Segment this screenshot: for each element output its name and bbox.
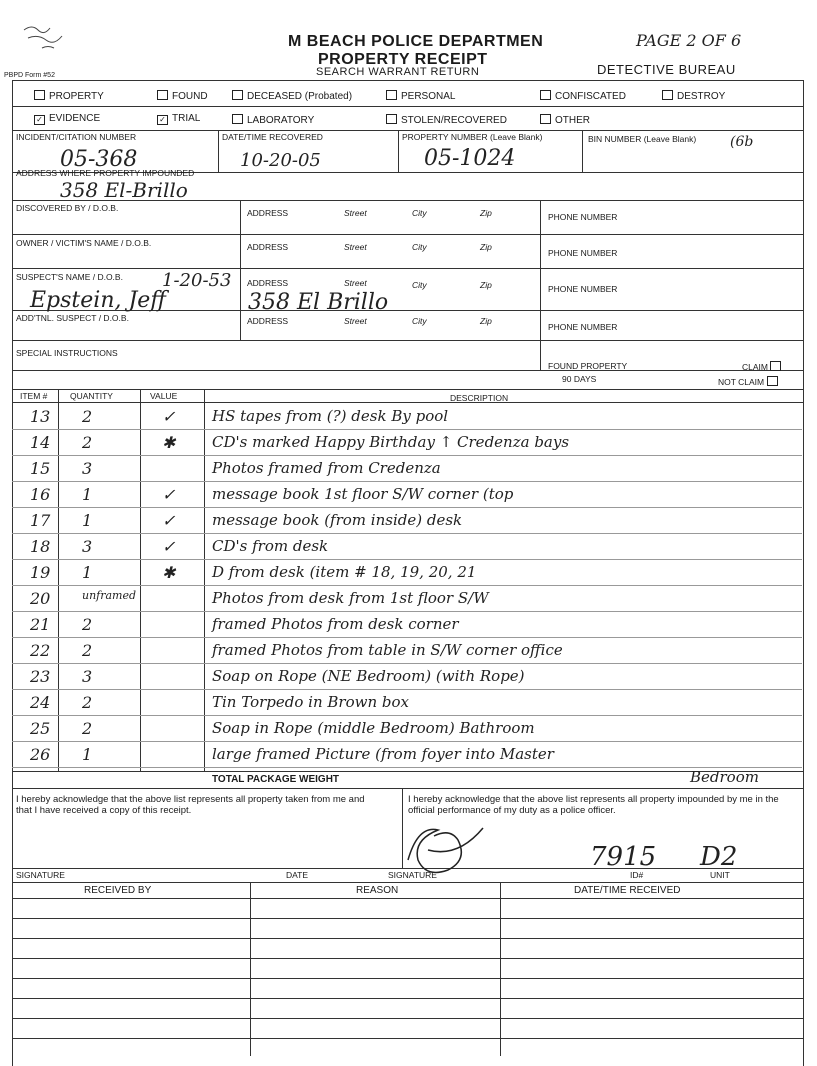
- table-cell-item: 23: [30, 667, 51, 686]
- zip-label: Zip: [480, 208, 492, 218]
- addl-suspect-label: ADD'TNL. SUSPECT / D.O.B.: [16, 313, 129, 323]
- table-row: [12, 690, 802, 710]
- officer-unit: D2: [700, 842, 738, 872]
- table-cell-description: Soap in Rope (middle Bedroom) Bathroom: [212, 719, 535, 737]
- checkbox-destroy[interactable]: DESTROY: [662, 90, 725, 102]
- address-col-label: ADDRESS: [247, 242, 289, 252]
- table-cell-value: ✱: [162, 433, 176, 452]
- address-col-label: ADDRESS: [247, 316, 289, 326]
- address-col-label: ADDRESS: [247, 278, 289, 288]
- table-row: [12, 586, 802, 606]
- phone-label: PHONE NUMBER: [548, 284, 618, 294]
- zip-label: Zip: [480, 316, 492, 326]
- table-cell-quantity: 3: [82, 537, 93, 556]
- scribble-top-left: [20, 16, 80, 56]
- table-cell-quantity: 2: [82, 641, 93, 660]
- date-label: DATE: [286, 870, 309, 880]
- table-cell-item: 16: [30, 485, 51, 504]
- table-cell-value: ✓: [162, 537, 176, 556]
- table-cell-quantity: 2: [82, 615, 93, 634]
- reason-label: REASON: [356, 885, 399, 896]
- table-cell-item: 20: [30, 589, 51, 608]
- unit-label: UNIT: [710, 870, 730, 880]
- table-row: [12, 612, 802, 632]
- table-row: [12, 482, 802, 502]
- datetime-recovered-value[interactable]: 10-20-05: [240, 150, 321, 171]
- ack-left: I hereby acknowledge that the above list represents all property taken from me and that I have received a copy of this receipt.: [16, 794, 365, 816]
- checkbox-personal[interactable]: PERSONAL: [386, 90, 455, 102]
- discovered-by-label: DISCOVERED BY / D.O.B.: [16, 203, 119, 213]
- not-claim-checkbox[interactable]: NOT CLAIM: [718, 376, 782, 387]
- bureau-label: DETECTIVE BUREAU: [597, 62, 736, 77]
- zip-label: Zip: [480, 280, 492, 290]
- table-cell-description: Photos framed from Credenza: [212, 459, 441, 477]
- table-cell-quantity: 2: [82, 433, 93, 452]
- col-description: DESCRIPTION: [450, 393, 509, 403]
- phone-label: PHONE NUMBER: [548, 248, 618, 258]
- table-row: [12, 638, 802, 658]
- table-cell-description: Tin Torpedo in Brown box: [212, 693, 409, 711]
- city-label: City: [412, 280, 427, 290]
- table-cell-value: ✱: [162, 563, 176, 582]
- table-cell-description: D from desk (item # 18, 19, 20, 21: [212, 563, 477, 581]
- table-cell-quantity: 2: [82, 407, 93, 426]
- table-cell-item: 15: [30, 459, 51, 478]
- total-note: Bedroom: [690, 768, 759, 786]
- checkbox-trial[interactable]: ✓ TRIAL: [157, 114, 200, 125]
- table-row: [12, 560, 802, 580]
- table-row: [12, 508, 802, 528]
- address-impounded-value[interactable]: 358 El-Brillo: [60, 178, 188, 202]
- bin-number-label: BIN NUMBER (Leave Blank): [588, 134, 697, 144]
- table-row: [12, 716, 802, 736]
- bin-number-value[interactable]: (6b: [730, 134, 754, 150]
- table-cell-item: 14: [30, 433, 51, 452]
- table-cell-quantity: 3: [82, 667, 93, 686]
- table-cell-item: 25: [30, 719, 51, 738]
- datetime-received-label: DATE/TIME RECEIVED: [574, 885, 681, 896]
- table-cell-description: HS tapes from (?) desk By pool: [212, 407, 449, 425]
- incident-number[interactable]: 05-368: [60, 147, 138, 172]
- table-cell-description: framed Photos from desk corner: [212, 615, 459, 633]
- street-label: Street: [344, 278, 367, 288]
- table-cell-item: 22: [30, 641, 51, 660]
- checkbox-deceased[interactable]: DECEASED (Probated): [232, 90, 352, 102]
- form-title: PROPERTY RECEIPT: [318, 51, 488, 68]
- table-cell-item: 26: [30, 745, 51, 764]
- checkbox-other[interactable]: OTHER: [540, 114, 590, 126]
- checkbox-confiscated[interactable]: CONFISCATED: [540, 90, 626, 102]
- table-cell-quantity: unframed: [82, 589, 137, 602]
- suspect-dob[interactable]: 1-20-53: [162, 270, 232, 291]
- table-cell-item: 17: [30, 511, 51, 530]
- table-row: [12, 742, 802, 762]
- owner-label: OWNER / VICTIM'S NAME / D.O.B.: [16, 238, 152, 248]
- table-cell-quantity: 2: [82, 693, 93, 712]
- claim-checkbox[interactable]: CLAIM: [742, 361, 785, 372]
- checkbox-property[interactable]: PROPERTY: [34, 90, 104, 102]
- city-label: City: [412, 208, 427, 218]
- suspect-address[interactable]: 358 El Brillo: [248, 290, 389, 315]
- form-number: PBPD Form #52: [4, 72, 55, 79]
- signature2-label: SIGNATURE: [388, 870, 437, 880]
- table-cell-description: large framed Picture (from foyer into Master: [212, 745, 554, 763]
- table-cell-quantity: 3: [82, 459, 93, 478]
- table-cell-description: framed Photos from table in S/W corner office: [212, 641, 563, 659]
- ack-right: I hereby acknowledge that the above list represents all property impounded by me in the official performance of my duty as a police officer.: [408, 794, 779, 816]
- officer-id: 7915: [590, 842, 657, 872]
- found-property-label: FOUND PROPERTY: [548, 361, 628, 371]
- table-row: [12, 404, 802, 424]
- zip-label: Zip: [480, 242, 492, 252]
- table-cell-item: 19: [30, 563, 51, 582]
- table-cell-description: Soap on Rope (NE Bedroom) (with Rope): [212, 667, 525, 685]
- col-value: VALUE: [150, 391, 178, 401]
- table-cell-description: message book 1st floor S/W corner (top: [212, 485, 514, 503]
- street-label: Street: [344, 316, 367, 326]
- street-label: Street: [344, 242, 367, 252]
- row-divider: [12, 767, 802, 768]
- total-weight-label: TOTAL PACKAGE WEIGHT: [212, 774, 340, 785]
- table-cell-value: ✓: [162, 407, 176, 426]
- phone-label: PHONE NUMBER: [548, 212, 618, 222]
- ninety-days-label: 90 DAYS: [562, 374, 597, 384]
- street-label: Street: [344, 208, 367, 218]
- table-cell-description: Photos from desk from 1st floor S/W: [212, 589, 489, 607]
- table-cell-quantity: 2: [82, 719, 93, 738]
- special-instructions-label: SPECIAL INSTRUCTIONS: [16, 348, 118, 358]
- table-row: [12, 534, 802, 554]
- table-cell-item: 18: [30, 537, 51, 556]
- form-subtitle: SEARCH WARRANT RETURN: [316, 66, 480, 78]
- suspect-label: SUSPECT'S NAME / D.O.B.: [16, 272, 123, 282]
- property-number-value[interactable]: 05-1024: [424, 146, 516, 171]
- table-row: [12, 430, 802, 450]
- checkbox-laboratory[interactable]: LABORATORY: [232, 114, 314, 126]
- table-row: [12, 456, 802, 476]
- suspect-name[interactable]: Epstein, Jeff: [30, 288, 166, 313]
- table-cell-value: ✓: [162, 511, 176, 530]
- received-by-label: RECEIVED BY: [84, 885, 152, 896]
- agency-name: M BEACH POLICE DEPARTMEN: [288, 33, 544, 50]
- officer-signature: [388, 820, 498, 878]
- table-cell-value: ✓: [162, 485, 176, 504]
- table-cell-description: message book (from inside) desk: [212, 511, 463, 529]
- table-cell-quantity: 1: [82, 511, 93, 530]
- checkbox-stolen[interactable]: STOLEN/RECOVERED: [386, 114, 507, 126]
- incident-label: INCIDENT/CITATION NUMBER: [16, 132, 137, 142]
- table-cell-item: 13: [30, 407, 51, 426]
- table-row: [12, 664, 802, 684]
- checkbox-found[interactable]: FOUND: [157, 90, 208, 102]
- city-label: City: [412, 316, 427, 326]
- table-cell-description: CD's marked Happy Birthday ↑ Credenza bays: [212, 433, 570, 451]
- id-label: ID#: [630, 870, 644, 880]
- address-impounded-label: ADDRESS WHERE PROPERTY IMPOUNDED: [16, 168, 195, 178]
- phone-label: PHONE NUMBER: [548, 322, 618, 332]
- page-number: PAGE 2 OF 6: [636, 31, 742, 50]
- datetime-recovered-label: DATE/TIME RECOVERED: [222, 132, 323, 142]
- table-cell-quantity: 1: [82, 563, 93, 582]
- city-label: City: [412, 242, 427, 252]
- signature-label: SIGNATURE: [16, 870, 65, 880]
- col-item: ITEM #: [20, 391, 48, 401]
- address-col-label: ADDRESS: [247, 208, 289, 218]
- table-cell-quantity: 1: [82, 745, 93, 764]
- property-number-label: PROPERTY NUMBER (Leave Blank): [402, 132, 543, 142]
- table-cell-quantity: 1: [82, 485, 93, 504]
- table-cell-item: 21: [30, 615, 51, 634]
- table-cell-description: CD's from desk: [212, 537, 329, 555]
- checkbox-evidence[interactable]: ✓ EVIDENCE: [34, 114, 100, 125]
- table-cell-item: 24: [30, 693, 51, 712]
- col-quantity: QUANTITY: [70, 391, 113, 401]
